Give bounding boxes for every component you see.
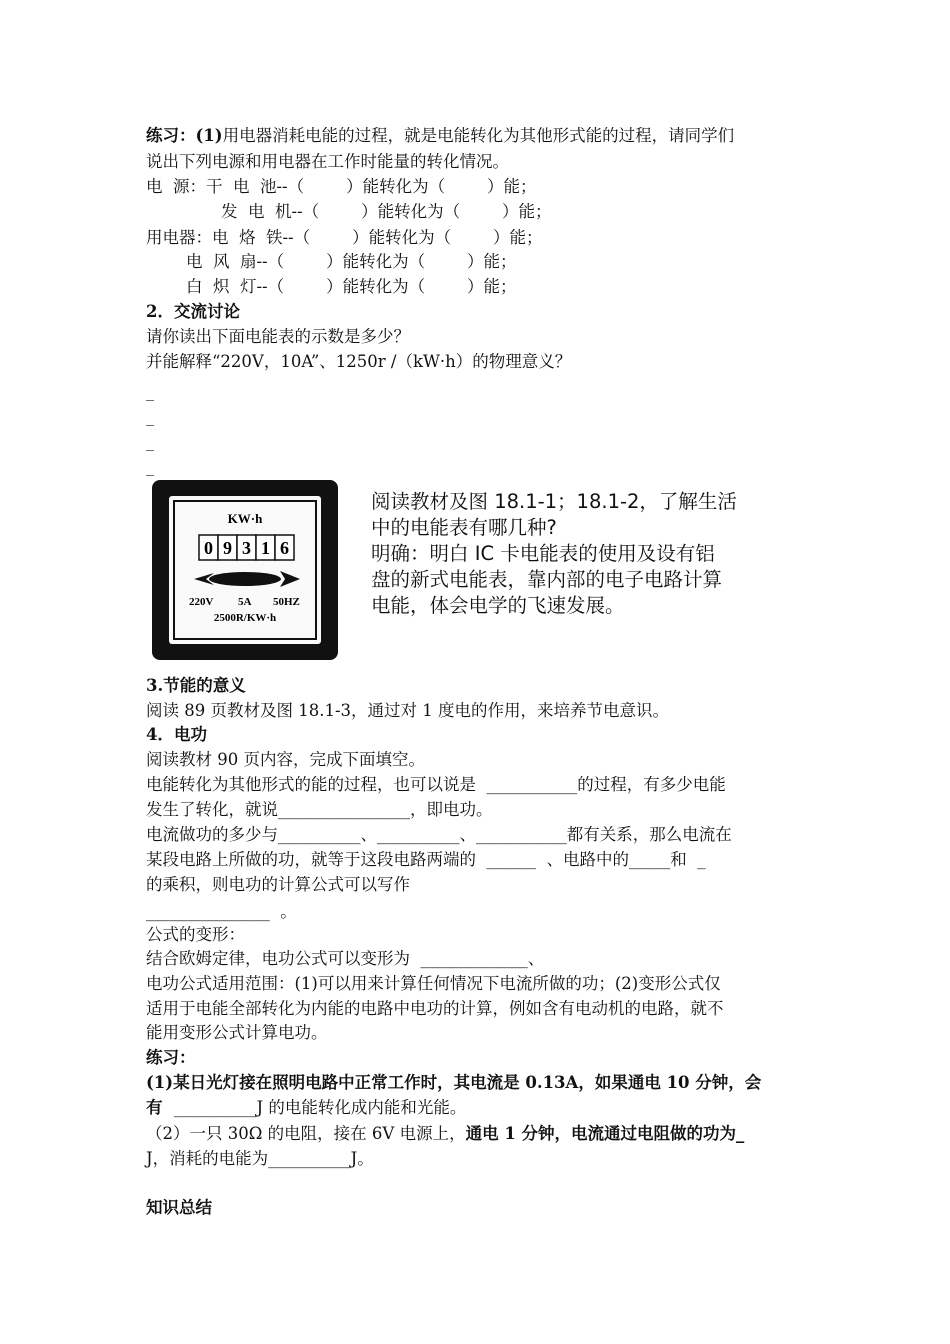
- meter-digit: 9: [223, 538, 232, 558]
- meter-rating: 2500R/KW·h: [213, 612, 277, 624]
- blank-dash: _: [146, 407, 154, 426]
- reading-line-3: 明确：明白 IC 卡电能表的使用及设有铝: [371, 542, 715, 565]
- section-4-line-5: 某段电路上所做的功，就等于这段电路两端的 ______ 、电路中的_____和 _: [146, 850, 706, 869]
- section-2-question-2: 并能解释“220V，10A”、1250r /（kW·h）的物理意义？: [146, 352, 572, 371]
- section-2-heading: 2．交流讨论: [146, 302, 240, 321]
- practice-2-q2: [146, 1122, 744, 1146]
- reading-line-4: 盘的新式电能表，靠内部的电子电路计算: [371, 568, 723, 591]
- appliance-lamp: 白 炽 灯--（ ）能转化为（ ）能；: [186, 277, 517, 296]
- practice-2-q2-cont: J，消耗的电能为__________J。: [146, 1149, 374, 1168]
- practice-line-1: [146, 124, 734, 148]
- reading-line-1: 阅读教材及图 18.1-1；18.1-2，了解生活: [371, 490, 737, 513]
- practice-text: 用电器消耗电能的过程，就是电能转化为其他形式能的过程，请同学们: [222, 126, 735, 145]
- meter-current: 5A: [238, 596, 252, 608]
- practice-2-q1-prefix: 有: [146, 1098, 174, 1117]
- practice-2-q2-part-a: （2）一只 30Ω 的电阻，接在 6V 电源上，: [146, 1124, 466, 1143]
- section-4-line-2: 电能转化为其他形式的能的过程，也可以说是 ___________的过程，有多少电能: [146, 775, 726, 794]
- electricity-meter-image: [152, 480, 338, 660]
- practice-2-q1-cont: [146, 1096, 466, 1120]
- meter-counter: [199, 535, 294, 560]
- meter-unit-label: KW·h: [227, 511, 263, 526]
- practice-line-2: 说出下列电源和用电器在工作时能量的转化情况。: [146, 152, 509, 171]
- meter-digit: 3: [242, 538, 251, 558]
- blank-dash: _: [146, 382, 154, 401]
- power-source-generator: 发 电 机--（ ）能转化为（ ）能；: [221, 202, 552, 221]
- practice-2-q2-part-b: 通电 1 分钟，电流通过电阻做的功为_: [465, 1124, 745, 1143]
- summary-heading: 知识总结: [146, 1198, 212, 1217]
- section-4-line-3: 发生了转化，就说________________，即电功。: [146, 800, 493, 819]
- section-3-text: 阅读 89 页教材及图 18.1-3，通过对 1 度电的作用，来培养节电意识。: [146, 701, 670, 720]
- practice-2-q1-blank: __________J 的电能转化成内能和光能。: [174, 1098, 467, 1117]
- appliance-fan: 电 风 扇--（ ）能转化为（ ）能；: [186, 252, 517, 271]
- blank-dash: _: [146, 457, 154, 476]
- section-4-line-12: 能用变形公式计算电功。: [146, 1023, 328, 1042]
- practice-2-q1: (1)某日光灯接在照明电路中正常工作时，其电流是 0.13A，如果通电 10 分钟，会: [146, 1073, 762, 1092]
- appliance-soldering-iron: 用电器：电 烙 铁--（ ）能转化为（ ）能；: [146, 228, 543, 247]
- meter-digit: 6: [280, 538, 289, 558]
- reading-line-2: 中的电能表有哪几种?: [371, 516, 557, 539]
- section-4-line-10: 电功公式适用范围：(1)可以用来计算任何情况下电流所做的功；(2)变形公式仅: [146, 974, 721, 993]
- practice-label: 练习：(1): [146, 126, 223, 145]
- section-4-line-1: 阅读教材 90 页内容，完成下面填空。: [146, 750, 425, 769]
- section-4-line-4: 电流做功的多少与__________、__________、___________都有关系，那么电流在: [146, 825, 732, 844]
- section-2-question-1: 请你读出下面电能表的示数是多少？: [146, 327, 410, 346]
- meter-digit: 0: [204, 538, 213, 558]
- formula-blank: _______________ 。: [146, 902, 297, 921]
- reading-line-5: 电能，体会电学的飞速发展。: [371, 594, 625, 617]
- meter-voltage: 220V: [189, 596, 214, 608]
- meter-digit: 1: [261, 538, 270, 558]
- section-4-line-8: 公式的变形：: [146, 925, 245, 944]
- section-4-line-9: 结合欧姆定律，电功公式可以变形为 _____________、: [146, 949, 545, 968]
- section-4-line-11: 适用于电能全部转化为内能的电路中电功的计算，例如含有电动机的电路，就不: [146, 999, 724, 1018]
- section-4-line-6: 的乘积，则电功的计算公式可以写作: [146, 875, 410, 894]
- practice-2-heading: 练习：: [146, 1048, 196, 1067]
- power-source-battery: 电 源：干 电 池--（ ）能转化为（ ）能；: [146, 177, 537, 196]
- blank-dash: _: [146, 432, 154, 451]
- meter-frequency: 50HZ: [273, 596, 300, 608]
- section-4-heading: 4．电功: [146, 725, 207, 744]
- section-3-heading: 3.节能的意义: [146, 676, 246, 695]
